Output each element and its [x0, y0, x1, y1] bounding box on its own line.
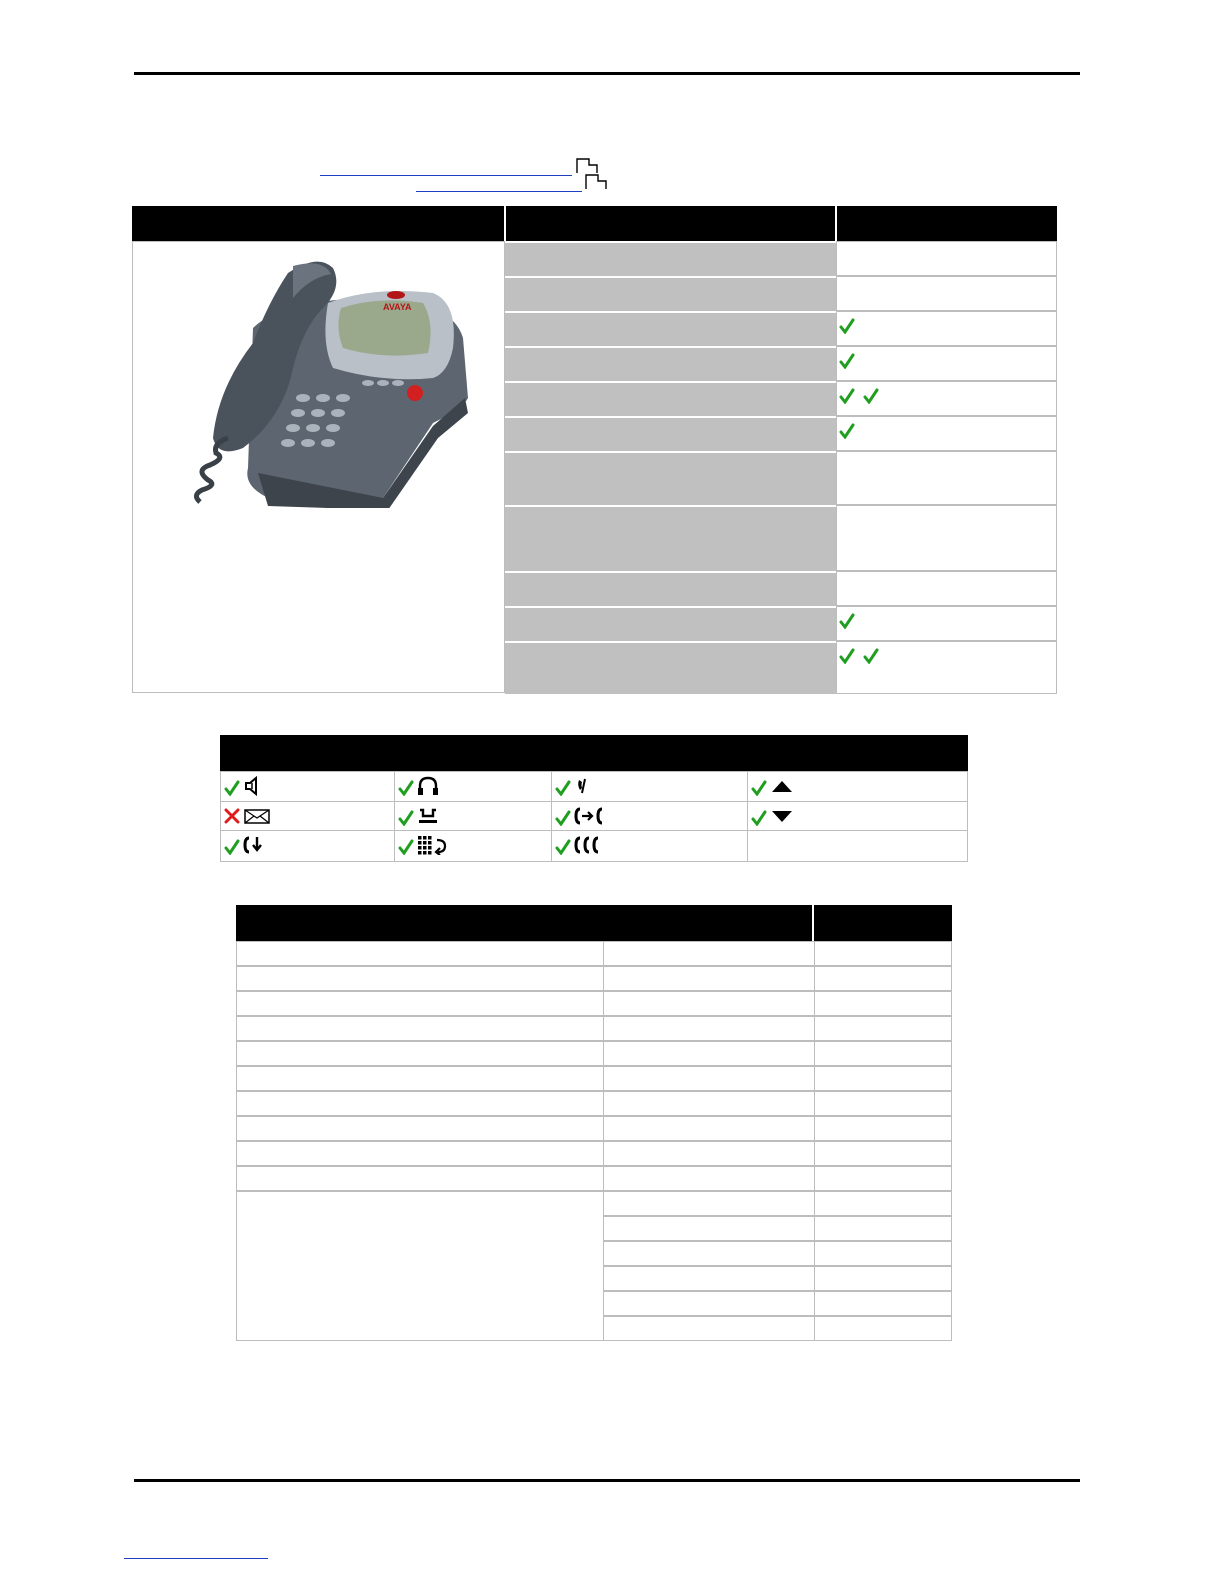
spec-row-extra-cell	[814, 1241, 952, 1266]
spec-row-label-cell	[236, 1041, 604, 1066]
spec-row-label-cell	[236, 941, 604, 966]
feature-label-cell	[505, 381, 836, 416]
feature-support-cell	[836, 416, 1057, 451]
checkmark-icon	[398, 839, 414, 855]
spec-row-label-cell	[236, 1166, 604, 1191]
reference-link[interactable]	[320, 161, 572, 176]
checkmark-icon	[839, 318, 855, 334]
feature-support-cell	[836, 311, 1057, 346]
checkmark-icon	[398, 780, 414, 796]
button-feature-cell	[394, 801, 552, 831]
top-rule	[134, 72, 1080, 75]
spec-row-label-cell	[236, 1116, 604, 1141]
spec-row-value-cell	[603, 1291, 815, 1316]
spec-row-extra-cell	[814, 1191, 952, 1216]
checkmark-icon	[839, 613, 855, 629]
checkmark-icon	[224, 839, 240, 855]
feature-label-cell	[505, 451, 836, 505]
button-feature-cell	[220, 830, 395, 862]
spec-row-extra-cell	[814, 1291, 952, 1316]
brand-logo: AVAYA	[383, 302, 412, 312]
feature-label-cell	[505, 571, 836, 606]
spec-row-extra-cell	[814, 941, 952, 966]
spec-row-extra-cell	[814, 991, 952, 1016]
feature-support-cell	[836, 346, 1057, 381]
phone-image	[133, 248, 473, 508]
button-feature-cell	[394, 771, 552, 802]
table-header-cell	[220, 735, 968, 771]
spec-row-extra-cell	[814, 1016, 952, 1041]
spec-row-value-cell	[603, 1241, 815, 1266]
checkmark-icon	[839, 423, 855, 439]
spec-row-extra-cell	[814, 1041, 952, 1066]
transfer-icon	[574, 806, 604, 826]
table-header-cell	[814, 905, 952, 941]
spec-row-value-cell	[603, 941, 815, 966]
spec-row-extra-cell	[814, 1116, 952, 1141]
checkmark-icon	[839, 648, 855, 664]
table-header-cell	[236, 905, 812, 941]
spec-row-value-cell	[603, 1191, 815, 1216]
spec-row-value-cell	[603, 1116, 815, 1141]
spec-row-extra-cell	[814, 1141, 952, 1166]
button-feature-cell	[551, 830, 748, 862]
spec-row-extra-cell	[814, 1266, 952, 1291]
button-feature-cell	[220, 771, 395, 802]
feature-support-cell	[836, 641, 1057, 694]
checkmark-icon	[839, 388, 855, 404]
message-icon	[243, 806, 273, 826]
feature-label-cell	[505, 641, 836, 694]
bottom-rule	[134, 1479, 1080, 1482]
checkmark-icon	[555, 839, 571, 855]
spec-row-value-cell	[603, 1266, 815, 1291]
checkmark-icon	[839, 353, 855, 369]
feature-label-cell	[505, 311, 836, 346]
spec-row-value-cell	[603, 1091, 815, 1116]
feature-support-cell	[836, 505, 1057, 571]
spec-row-extra-cell	[814, 1166, 952, 1191]
feature-label-cell	[505, 416, 836, 451]
spec-row-value-cell	[603, 1216, 815, 1241]
feature-support-cell	[836, 571, 1057, 606]
phone-image-cell	[132, 241, 505, 693]
jump-arrow-icon[interactable]	[584, 172, 612, 190]
feature-label-cell	[505, 276, 836, 311]
conference-icon	[574, 835, 604, 855]
button-feature-cell	[747, 830, 968, 862]
table-header-cell	[132, 206, 504, 241]
spec-row-extra-cell	[814, 1216, 952, 1241]
redial-icon	[417, 835, 447, 855]
speaker-icon	[243, 776, 273, 796]
feature-support-cell	[836, 241, 1057, 276]
spec-row-label-cell	[236, 1066, 604, 1091]
cross-icon	[224, 808, 240, 824]
button-feature-cell	[747, 771, 968, 802]
volume-up-icon	[770, 776, 800, 796]
phone-feature-table	[132, 206, 1057, 693]
spec-row-label-cell	[236, 1016, 604, 1041]
checkmark-icon	[751, 780, 767, 796]
feature-label-cell	[505, 606, 836, 641]
spec-row-value-cell	[603, 1016, 815, 1041]
button-feature-cell	[220, 801, 395, 831]
drop-icon	[243, 835, 273, 855]
feature-support-cell	[836, 451, 1057, 505]
button-feature-cell	[551, 801, 748, 831]
spec-row-value-cell	[603, 1141, 815, 1166]
spec-table	[236, 905, 952, 1343]
spec-row-value-cell	[603, 1041, 815, 1066]
spec-row-value-cell	[603, 1316, 815, 1341]
spec-row-value-cell	[603, 1166, 815, 1191]
checkmark-icon	[863, 648, 879, 664]
checkmark-icon	[555, 810, 571, 826]
checkmark-icon	[224, 780, 240, 796]
checkmark-icon	[751, 810, 767, 826]
spec-row-extra-cell	[814, 966, 952, 991]
headset-icon	[417, 776, 447, 796]
volume-down-icon	[770, 806, 800, 826]
checkmark-icon	[555, 780, 571, 796]
checkmark-icon	[398, 810, 414, 826]
table-header-cell	[837, 206, 1057, 241]
feature-support-cell	[836, 276, 1057, 311]
button-feature-table	[220, 735, 968, 862]
spec-row-label-cell	[236, 966, 604, 991]
mute-icon	[574, 776, 604, 796]
feature-label-cell	[505, 346, 836, 381]
spec-row-value-cell	[603, 991, 815, 1016]
spec-row-extra-cell	[814, 1316, 952, 1341]
button-feature-cell	[551, 771, 748, 802]
spec-row-label-cell	[236, 1091, 604, 1116]
reference-link[interactable]	[416, 177, 582, 192]
checkmark-icon	[863, 388, 879, 404]
table-header-cell	[506, 206, 835, 241]
spec-row-value-cell	[603, 1066, 815, 1091]
spec-row-label-cell	[236, 1141, 604, 1166]
hold-icon	[417, 806, 447, 826]
button-feature-cell	[747, 801, 968, 831]
spec-merged-cell	[236, 1191, 604, 1341]
feature-support-cell	[836, 381, 1057, 416]
spec-row-extra-cell	[814, 1091, 952, 1116]
spec-row-label-cell	[236, 991, 604, 1016]
feature-label-cell	[505, 505, 836, 571]
footer-link[interactable]	[124, 1544, 268, 1559]
button-feature-cell	[394, 830, 552, 862]
spec-row-value-cell	[603, 966, 815, 991]
feature-label-cell	[505, 241, 836, 276]
spec-row-extra-cell	[814, 1066, 952, 1091]
feature-support-cell	[836, 606, 1057, 641]
